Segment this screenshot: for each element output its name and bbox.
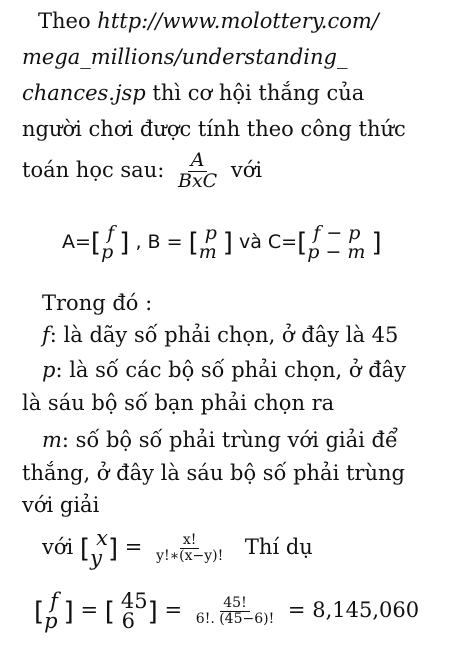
binomial-fraction: $\frac{x!}{y!∗(x-y)!}$ — [156, 532, 224, 564]
example-computation: [ f p ] = [ 45 6 ] = $\frac{45!}{6!. (45-6)!}$ = 8,145,060 — [34, 588, 420, 633]
p-definition: p: là số các bộ số phải chọn, ở đây — [42, 358, 407, 382]
binomial-definition: với [ x y ] = $\frac{x!}{y!∗(x-y)!}$ Thí dụ — [42, 525, 313, 570]
example-result: 8,145,060 — [312, 598, 420, 622]
xy-binomial: [ x y ] — [79, 525, 119, 570]
intro-word-theo: Theo — [38, 9, 91, 33]
source-url-part-1: http://www.molottery.com/ — [97, 9, 379, 33]
definitions-line — [62, 218, 382, 266]
source-url-part-3: chances.jsp — [22, 81, 146, 105]
a-label: A= — [62, 231, 91, 253]
m-definition: m: số bộ số phải trùng với giải để — [42, 428, 398, 452]
45-6-binomial: [ 45 6 ] — [104, 588, 158, 633]
intro-line-1 — [38, 6, 379, 36]
intro-word-voi: với — [230, 158, 263, 182]
intro-text-5: toán học sau: — [22, 158, 165, 182]
f-definition: f: là dãy số phải chọn, ở đây là 45 — [42, 323, 399, 347]
intro-text-4: người chơi được tính theo công thức — [22, 117, 406, 141]
b-binomial: [ p m ] — [188, 222, 233, 263]
probability-numerator: A — [188, 151, 208, 172]
example-label: Thí dụ — [244, 535, 313, 559]
probability-fraction — [175, 151, 220, 192]
intro-line-3 — [22, 78, 364, 108]
source-url-part-2: mega_millions/understanding_ — [22, 45, 348, 69]
a-binomial: [ f p ] — [90, 222, 130, 263]
m-definition-cont-2: với giải — [22, 493, 100, 517]
intro-line-5 — [22, 145, 262, 195]
intro-text-3: thì cơ hội thắng của — [152, 81, 365, 105]
fp-binomial: [ f p ] — [34, 588, 74, 633]
m-definition-cont: thắng, ở đây là sáu bộ số phải trùng — [22, 461, 405, 485]
p-definition-cont: là sáu bộ số bạn phải chọn ra — [22, 391, 335, 415]
b-label: , B = — [135, 231, 183, 253]
c-binomial: [ f − p p − m ] — [297, 222, 382, 263]
c-label: và C= — [238, 231, 298, 253]
explanation-heading: Trong đó : — [42, 291, 153, 315]
example-fraction: $\frac{45!}{6!. (45-6)!}$ — [195, 595, 275, 627]
probability-denominator: BxC — [178, 170, 218, 192]
